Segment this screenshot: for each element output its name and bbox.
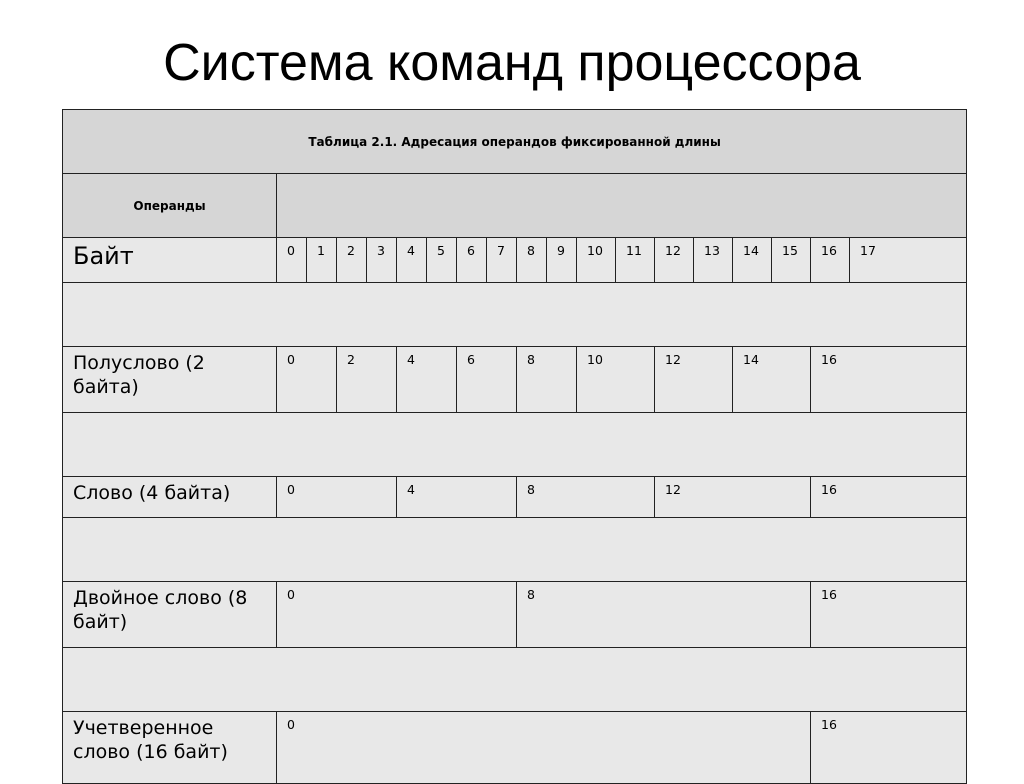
byte-cell: 15: [772, 238, 811, 283]
halfword-cell: 10: [577, 347, 655, 413]
byte-cell: 11: [616, 238, 655, 283]
row-label-byte: Байт: [63, 238, 277, 283]
slide-title: Система команд процессора: [163, 34, 861, 92]
dword-cell: 0: [277, 582, 517, 648]
halfword-cell: 16: [811, 347, 967, 413]
addressing-table: [62, 109, 967, 784]
operands-header: Операнды: [63, 174, 277, 238]
header-row: [63, 174, 967, 238]
byte-cell: 7: [487, 238, 517, 283]
table-caption: Таблица 2.1. Адресация операндов фиксированной длины: [63, 110, 967, 174]
halfword-cell: 2: [337, 347, 397, 413]
halfword-cell: 6: [457, 347, 517, 413]
byte-cell: 4: [397, 238, 427, 283]
byte-cell: 0: [277, 238, 307, 283]
table-row-word: [63, 477, 967, 518]
word-cell: 12: [655, 477, 811, 518]
byte-cell: 16: [811, 238, 850, 283]
qword-cell: 0: [277, 712, 811, 784]
byte-cell: 2: [337, 238, 367, 283]
word-cell: 8: [517, 477, 655, 518]
caption-row: [63, 110, 967, 174]
spacer-row: [63, 413, 967, 477]
table-row-dword: [63, 582, 967, 648]
table-row-qword: [63, 712, 967, 784]
halfword-cell: 0: [277, 347, 337, 413]
word-cell: 4: [397, 477, 517, 518]
spacer-row: [63, 518, 967, 582]
table-row-halfword: [63, 347, 967, 413]
dword-cell: 16: [811, 582, 967, 648]
word-cell: 16: [811, 477, 967, 518]
byte-cell: 6: [457, 238, 487, 283]
byte-cell: 5: [427, 238, 457, 283]
row-label-dword: Двойное слово (8 байт): [63, 582, 277, 648]
halfword-cell: 4: [397, 347, 457, 413]
halfword-cell: 8: [517, 347, 577, 413]
word-cell: 0: [277, 477, 397, 518]
row-label-word: Слово (4 байта): [63, 477, 277, 518]
byte-cell: 8: [517, 238, 547, 283]
row-label-qword: Учетверенное слово (16 байт): [63, 712, 277, 784]
byte-cell: 13: [694, 238, 733, 283]
spacer-row: [63, 648, 967, 712]
byte-cell: 14: [733, 238, 772, 283]
byte-cell: 10: [577, 238, 616, 283]
byte-cell: 3: [367, 238, 397, 283]
halfword-cell: 12: [655, 347, 733, 413]
header-empty-cell: [277, 174, 967, 238]
byte-cell: 12: [655, 238, 694, 283]
row-label-halfword: Полуслово (2 байта): [63, 347, 277, 413]
dword-cell: 8: [517, 582, 811, 648]
byte-cell: 17: [850, 238, 967, 283]
spacer-row: [63, 283, 967, 347]
qword-cell: 16: [811, 712, 967, 784]
byte-cell: 1: [307, 238, 337, 283]
halfword-cell: 14: [733, 347, 811, 413]
byte-cell: 9: [547, 238, 577, 283]
table-row-byte: [63, 238, 967, 283]
